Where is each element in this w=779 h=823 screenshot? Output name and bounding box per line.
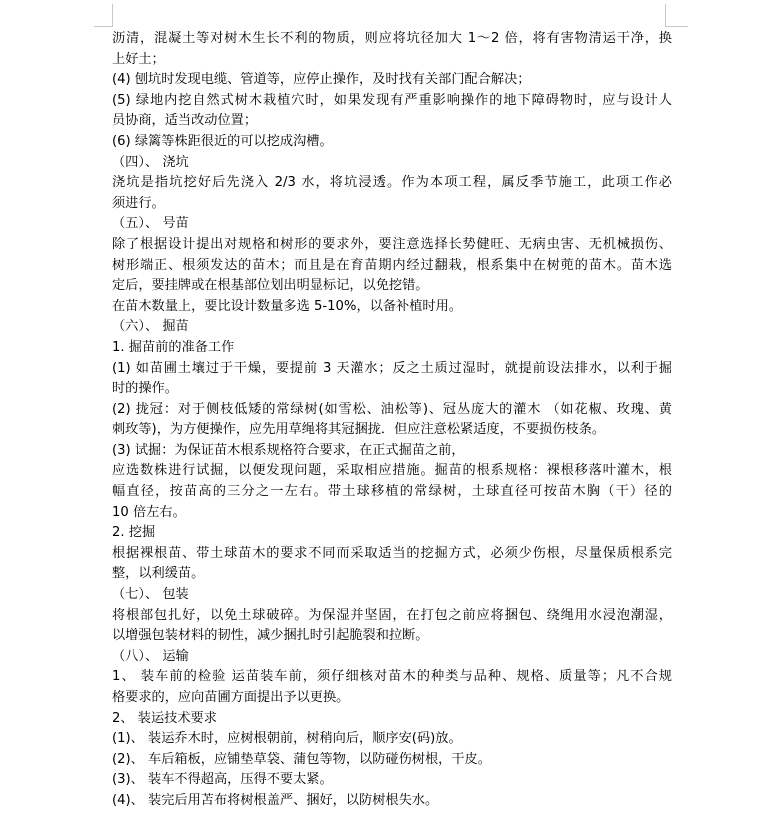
- text-line: 须进行。: [112, 195, 165, 211]
- text-line: 上好土；: [112, 51, 165, 67]
- text-line: 幅直径，按苗高的三分之一左右。带土球移植的常绿树，土球直径可按苗木胸（干）径的: [112, 484, 672, 500]
- text-line: 格要求的，应向苗圃方面提出予以更换。: [112, 690, 350, 705]
- text-line: 2. 挖掘: [112, 525, 156, 541]
- text-line: (3)、 装车不得超高，压得不要太紧。: [112, 772, 333, 788]
- crop-mark-top-left: [94, 4, 113, 27]
- document-body: [112, 29, 672, 812]
- text-line: 1. 掘苗前的准备工作: [112, 339, 235, 355]
- text-line: (2)、 车后箱板，应铺垫草袋、蒲包等物，以防碰伤树根，干皮。: [112, 751, 491, 767]
- text-line: (5) 绿地内挖自然式树木栽植穴时，如果发现有严重影响操作的地下障碍物时，应与设计人: [112, 92, 672, 108]
- text-line: (3) 试掘：为保证苗木根系规格符合要求，在正式掘苗之前，: [112, 442, 465, 458]
- text-line: (1)、 装运乔木时，应树根朝前，树稍向后，顺序安(码)放。: [112, 731, 462, 747]
- text-line: 根据裸根苗、带土球苗木的要求不同而采取适当的挖掘方式，必须少伤根，尽量保质根系完: [112, 545, 672, 561]
- text-line: 整，以利缓苗。: [112, 566, 205, 582]
- crop-mark-top-right: [665, 4, 688, 27]
- text-line: 在苗木数量上，要比设计数量多选 5-10%，以备补植时用。: [112, 298, 462, 314]
- text-line: （八）、 运输: [112, 648, 189, 664]
- text-line: 员协商，适当改动位置；: [112, 113, 258, 129]
- text-line: 10 倍左右。: [112, 504, 186, 520]
- text-line: （五）、 号苗: [112, 216, 189, 232]
- text-line: （四）、 浇坑: [112, 154, 189, 170]
- text-line: 刺玫等)，为方便操作，应先用草绳将其冠捆拢．但应注意松紧适度，不要损伤枝条。: [112, 422, 606, 438]
- text-line: (2) 拢冠：对于侧枝低矮的常绿树(如雪松、油松等)、冠丛庞大的灌木 （如花椒、玫瑰、黄: [112, 401, 672, 417]
- text-line: (1) 如苗圃土壤过于干燥，要提前 3 天灌水；反之土质过湿时，就提前设法排水，以利于掘: [112, 360, 672, 376]
- text-line: 将根部包扎好，以免土球破碎。为保湿并坚固，在打包之前应将捆包、绕绳用水浸泡潮湿，: [112, 607, 672, 623]
- text-line: 定后，要挂牌或在根基部位划出明显标记，以免挖错。: [112, 278, 429, 294]
- text-line: （六）、 掘苗: [112, 319, 189, 335]
- text-line: 浇坑是指坑挖好后先浇入 2/3 水，将坑浸透。作为本项工程，属反季节施工，此项工作必: [112, 175, 672, 191]
- text-line: (4)、 装完后用苫布将树根盖严、捆好，以防树根失水。: [112, 792, 439, 808]
- text-line: 时的操作。: [112, 381, 178, 397]
- text-line: 1、 装车前的检验 运苗装车前，须仔细核对苗木的种类与品种、规格、质量等；凡不合规: [112, 669, 672, 685]
- text-line: 沥清，混凝土等对树木生长不利的物质，则应将坑径加大 1～2 倍，将有害物清运干净，换: [112, 31, 672, 46]
- text-line: 应选数株进行试掘，以便发现问题，采取相应措施。掘苗的根系规格：裸根移落叶灌木，根: [112, 463, 672, 479]
- text-line: 2、 装运技术要求: [112, 710, 217, 726]
- text-line: 树形端正、根须发达的苗木；而且是在育苗期内经过翻栽，根系集中在树蔸的苗木。苗木选: [112, 257, 672, 273]
- text-line: (4) 刨坑时发现电缆、管道等，应停止操作，及时找有关部门配合解决；: [112, 72, 531, 88]
- text-line: (6) 绿篱等株距很近的可以挖成沟槽。: [112, 133, 333, 149]
- text-line: （七）、 包装: [112, 587, 189, 603]
- text-line: 除了根据设计提出对规格和树形的要求外，要注意选择长势健旺、无病虫害、无机械损伤、: [112, 236, 672, 252]
- text-line: 以增强包装材料的韧性，减少捆扎时引起脆裂和拉断。: [112, 628, 429, 644]
